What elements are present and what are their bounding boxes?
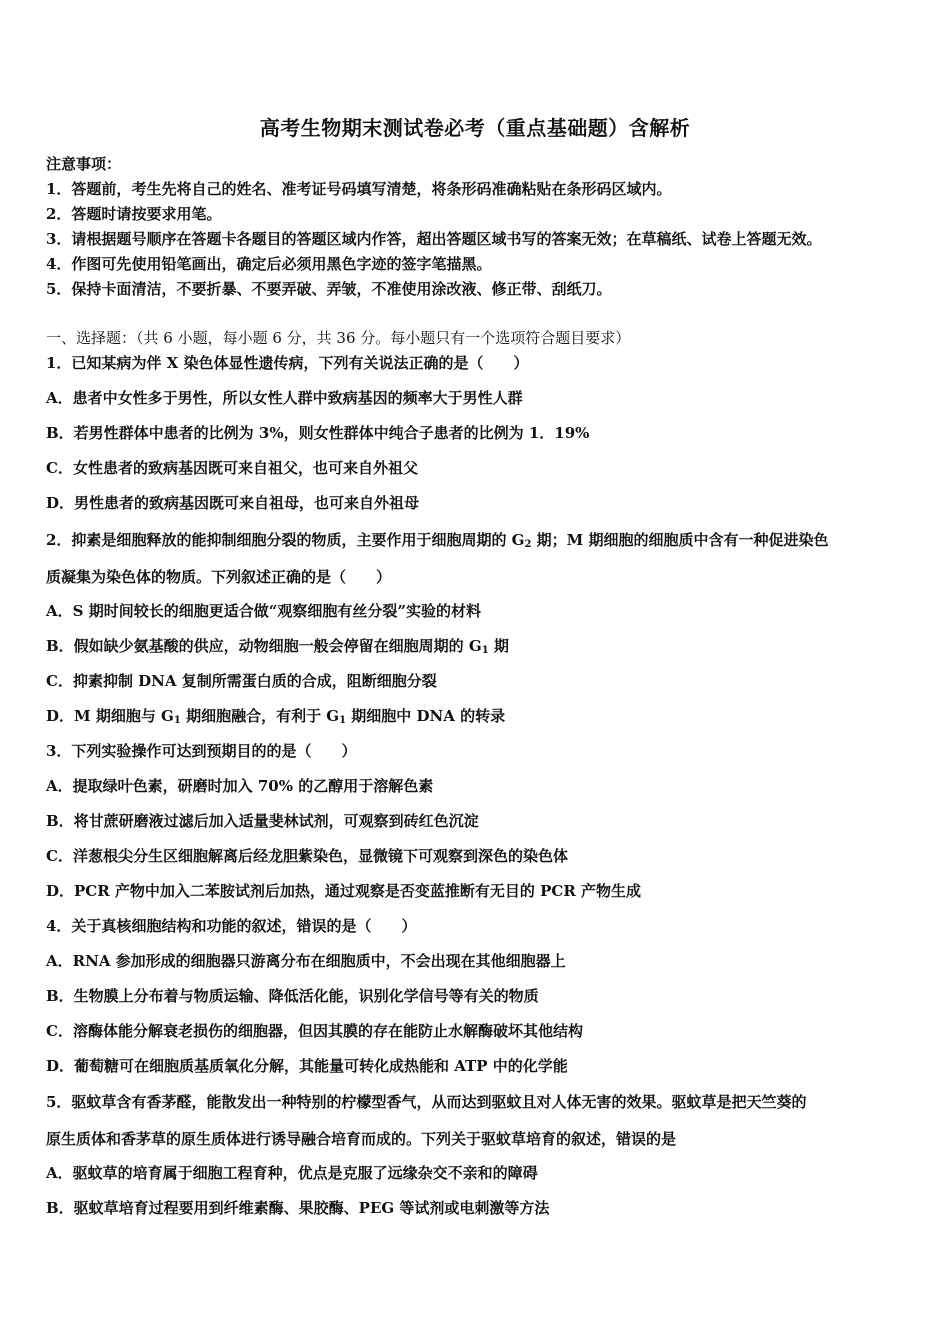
notice-item: 2．答题时请按要求用笔。	[46, 205, 222, 223]
question-4-option-c: C．溶酶体能分解衰老损伤的细胞器，但因其膜的存在能防止水解酶破坏其他结构	[46, 1022, 583, 1040]
question-3-option-b: B．将甘蔗研磨液过滤后加入适量斐林试剂，可观察到砖红色沉淀	[46, 812, 479, 830]
question-1-stem: 1．已知某病为伴 X 染色体显性遗传病，下列有关说法正确的是（ ）	[46, 354, 529, 372]
question-2-stem-line-2: 质凝集为染色体的物质。下列叙述正确的是（ ）	[46, 568, 392, 586]
question-2-option-b: B．假如缺少氨基酸的供应，动物细胞一般会停留在细胞周期的 $G_1$ 期	[46, 637, 509, 656]
question-1-option-b: B．若男性群体中患者的比例为 3%，则女性群体中纯合子患者的比例为 1．19%	[46, 424, 590, 442]
question-1-option-d: D．男性患者的致病基因既可来自祖母，也可来自外祖母	[46, 494, 420, 512]
question-2-stem-line-1: 2．抑素是细胞释放的能抑制细胞分裂的物质，主要作用于细胞周期的 $G_2$ 期；M 期细胞的细胞质中含有一种促进染色	[46, 531, 829, 550]
question-3-option-c: C．洋葱根尖分生区细胞解离后经龙胆紫染色，显微镜下可观察到深色的染色体	[46, 847, 568, 865]
question-1-option-a: A．患者中女性多于男性，所以女性人群中致病基因的频率大于男性人群	[46, 389, 523, 407]
question-5-option-b: B．驱蚊草培育过程要用到纤维素酶、果胶酶、PEG 等试剂或电刺激等方法	[46, 1199, 550, 1217]
question-2-option-c: C．抑素抑制 DNA 复制所需蛋白质的合成，阻断细胞分裂	[46, 672, 437, 690]
notice-item: 3．请根据题号顺序在答题卡各题目的答题区域内作答，超出答题区域书写的答案无效；在草稿纸、试卷上答题无效。	[46, 230, 822, 248]
question-4-option-d: D．葡萄糖可在细胞质基质氧化分解，其能量可转化成热能和 ATP 中的化学能	[46, 1057, 568, 1075]
question-3-stem: 3．下列实验操作可达到预期目的的是（ ）	[46, 742, 357, 760]
notice-heading: 注意事项：	[46, 155, 122, 173]
question-4-option-b: B．生物膜上分布着与物质运输、降低活化能，识别化学信号等有关的物质	[46, 987, 539, 1005]
page-title: 高考生物期末测试卷必考（重点基础题）含解析	[259, 116, 691, 140]
notice-item: 4．作图可先使用铅笔画出，确定后必须用黑色字迹的签字笔描黑。	[46, 255, 492, 273]
question-3-option-d: D．PCR 产物中加入二苯胺试剂后加热，通过观察是否变蓝推断有无目的 PCR 产物生成	[46, 882, 642, 900]
question-4-stem: 4．关于真核细胞结构和功能的叙述，错误的是（ ）	[46, 917, 417, 935]
notice-item: 1．答题前，考生先将自己的姓名、准考证号码填写清楚，将条形码准确粘贴在条形码区域内。	[46, 180, 672, 198]
question-2-option-d: D．M 期细胞与 $G_1$ 期细胞融合，有利于 $G_1$ 期细胞中 DNA 的转录	[46, 707, 506, 726]
section-heading: 一、选择题：（共 6 小题，每小题 6 分，共 36 分。每小题只有一个选项符合题目要求）	[46, 329, 631, 347]
question-2-option-a: A．S 期时间较长的细胞更适合做“观察细胞有丝分裂”实验的材料	[46, 602, 481, 620]
question-4-option-a: A．RNA 参加形成的细胞器只游离分布在细胞质中，不会出现在其他细胞器上	[46, 952, 566, 970]
question-5-stem-line-1: 5．驱蚊草含有香茅醛，能散发出一种特别的柠檬型香气，从而达到驱蚊且对人体无害的效果。驱蚊草是把天竺葵的	[46, 1093, 807, 1111]
question-5-option-a: A．驱蚊草的培育属于细胞工程育种，优点是克服了远缘杂交不亲和的障碍	[46, 1164, 538, 1182]
notice-item: 5．保持卡面清洁，不要折暴、不要弄破、弄皱，不准使用涂改液、修正带、刮纸刀。	[46, 280, 612, 298]
question-1-option-c: C．女性患者的致病基因既可来自祖父，也可来自外祖父	[46, 459, 418, 477]
question-5-stem-line-2: 原生质体和香茅草的原生质体进行诱导融合培育而成的。下列关于驱蚊草培育的叙述，错误的是	[46, 1130, 677, 1148]
question-3-option-a: A．提取绿叶色素，研磨时加入 70% 的乙醇用于溶解色素	[46, 777, 434, 795]
